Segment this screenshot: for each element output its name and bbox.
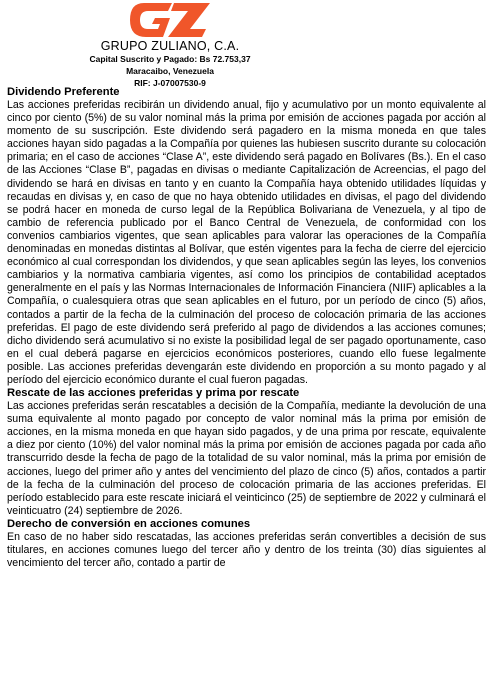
company-rif: RIF: J-07007530-9 xyxy=(134,78,206,88)
letterhead xyxy=(0,0,493,86)
section-body-conversion: En caso de no haber sido rescatadas, las acciones preferidas serán convertibles a decisión de sus titulares, en acciones comunes luego del tercer año y dentro de los treinta (30) días siguientes al vencimiento del tercer año, contado a partir de xyxy=(7,530,486,570)
company-capital: Capital Suscrito y Pagado: Bs 72.753,37 xyxy=(89,54,251,64)
company-name: GRUPO ZULIANO, C.A. xyxy=(100,39,240,53)
section-body-dividend: Las acciones preferidas recibirán un dividendo anual, fijo y acumulativo por un monto equivalente al cinco por ciento (5%) de su valor nominal más la prima por emisión de acciones pagada por acción al momento de su suscripción. Este dividendo será pagadero en la misma moneda en que tales acciones hayan sido pagadas a la Compañía por quienes las hubiesen suscrito durante su colocación primaria; en el caso de acciones “Clase A”, este dividendo será pagado en Bolívares (Bs.). En el caso de las Acciones “Clase B”, pagadas en divisas o mediante Capitalización de Acreencias, el pago del dividendo se hará en divisas en tanto y en cuanto la Compañía haya obtenido utilidades líquidas y recaudas en divisas y, en caso de que no haya obtenido utilidades en divisas, el pago del dividendo se podrá hacer en moneda de curso legal de la República Bolivariana de Venezuela, y al tipo de cambio de referencia publicado por el Banco Central de Venezuela, de conformidad con los convenios cambiarios vigentes, que sean aplicables para valorar las operaciones de la Compañía denominadas en monedas distintas al Bolívar, que estén vigentes para la fecha de cierre del ejercicio económico al cual correspondan los dividendos, y que sean aplicables según las leyes, los convenios cambiarios y la normativa cambiaria vigentes, así como los principios de contabilidad aceptados generalmente en el país y las Normas Internacionales de Información Financiera (NIIF) aplicables a la Compañía, o cualesquiera otras que sean aplicables en el futuro, por un período de cinco (5) años, contados a partir de la fecha de la culminación del proceso de colocación primaria de las acciones preferidas. El pago de este dividendo será preferido al pago de dividendos a las acciones comunes; dicho dividendo será acumulativo si no existe la posibilidad legal de ser pagado oportunamente, caso en el cual deberá pagarse en ejercicios económicos posteriores, cuando ello fuese legalmente posible. Las acciones preferidas devengarán este dividendo en proporción a su monto pagado y al período del ejercicio económico durante el cual fueron pagadas. xyxy=(7,99,486,386)
company-city: Maracaibo, Venezuela xyxy=(126,66,214,76)
company-logo xyxy=(128,0,212,40)
section-heading-conversion: Derecho de conversión en acciones comunes xyxy=(7,517,251,530)
document-body xyxy=(7,86,486,570)
section-body-redemption: Las acciones preferidas serán rescatables a decisión de la Compañía, mediante la devolución de una suma equivalente al monto pagado por concepto de valor nominal más la prima por emisión de acciones, en la misma moneda en que hayan sido pagados, y de una prima por rescate, equivalente a diez por ciento (10%) del valor nominal más la prima por emisión de acciones pagada por cada año transcurrido desde la fecha de pago de la totalidad de su valor nominal, más la prima por emisión de acciones, luego del primer año y antes del vencimiento del plazo de cinco (5) años, contados a partir de la fecha de la culminación del proceso de colocación primaria de las acciones preferidas. El período establecido para este rescate iniciará el veinticinco (25) de septiembre de 2022 y culminará el veinticuatro (24) septiembre de 2026. xyxy=(7,400,486,517)
section-heading-redemption: Rescate de las acciones preferidas y prima por rescate xyxy=(7,387,300,400)
section-heading-dividend: Dividendo Preferente xyxy=(7,86,120,98)
